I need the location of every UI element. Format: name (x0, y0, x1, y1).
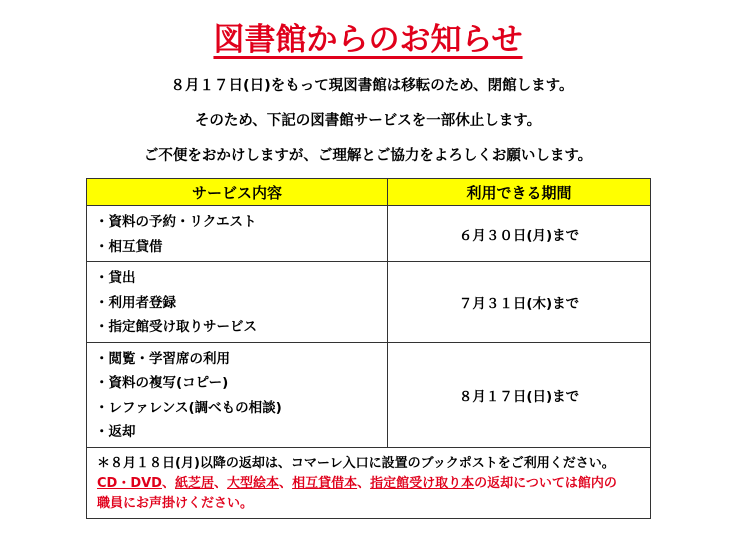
note-red-tail: の返却については館内の (474, 475, 617, 491)
service-item: ・資料の予約・リクエスト (95, 214, 257, 230)
note-line-1: ＊８月１８日(月)以降の返却は、コマーレ入口に設置のブックポストをご利用ください。 (97, 455, 615, 471)
service-items (87, 342, 388, 447)
intro-line-2: そのため、下記の図書館サービスを一部休止します。 (194, 113, 542, 129)
note-separator: 、 (214, 475, 228, 491)
notice-title: 図書館からのお知らせ (213, 22, 523, 58)
note-separator: 、 (161, 475, 175, 491)
note-separator: 、 (279, 475, 293, 491)
service-item: ・レファレンス(調べもの相談) (95, 399, 282, 416)
header-period: 利用できる期間 (388, 179, 651, 206)
note-line-2 (97, 474, 642, 494)
period-cell: ６月３０日(月)まで (388, 206, 651, 262)
note-red-item: 大型絵本 (227, 475, 280, 491)
note-red-item: 紙芝居 (175, 475, 215, 491)
service-table (86, 178, 651, 519)
service-item: ・資料の複写(コピー) (95, 375, 229, 391)
service-item: ・相互貸借 (95, 238, 163, 255)
intro-line-1: ８月１７日(日)をもって現図書館は移転のため、閉館します。 (170, 78, 574, 94)
note-red-item: CD・DVD (97, 475, 162, 491)
service-item: ・閲覧・学習席の利用 (95, 350, 230, 367)
period-cell: ８月１７日(日)まで (388, 342, 651, 447)
note-red-item: 指定館受け取り本 (370, 475, 475, 491)
table-row (87, 206, 651, 262)
period-cell: ７月３１日(木)まで (388, 262, 651, 343)
table-header-row (87, 179, 651, 206)
header-service: サービス内容 (87, 179, 388, 206)
service-items (87, 262, 388, 343)
intro-line-3: ご不便をおかけしますが、ご理解とご協力をよろしくお願いします。 (143, 148, 593, 164)
service-item: ・返却 (95, 424, 136, 440)
service-item: ・指定館受け取りサービス (95, 319, 257, 335)
note-row (87, 447, 651, 518)
note-separator: 、 (357, 475, 371, 491)
service-item: ・利用者登録 (95, 294, 176, 311)
note-line-3: 職員にお声掛けください。 (97, 495, 254, 511)
note-red-item: 相互貸借本 (292, 475, 358, 491)
return-note (87, 447, 651, 518)
service-items (87, 206, 388, 262)
table-row (87, 262, 651, 343)
table-row (87, 342, 651, 447)
service-item: ・貸出 (95, 270, 136, 286)
